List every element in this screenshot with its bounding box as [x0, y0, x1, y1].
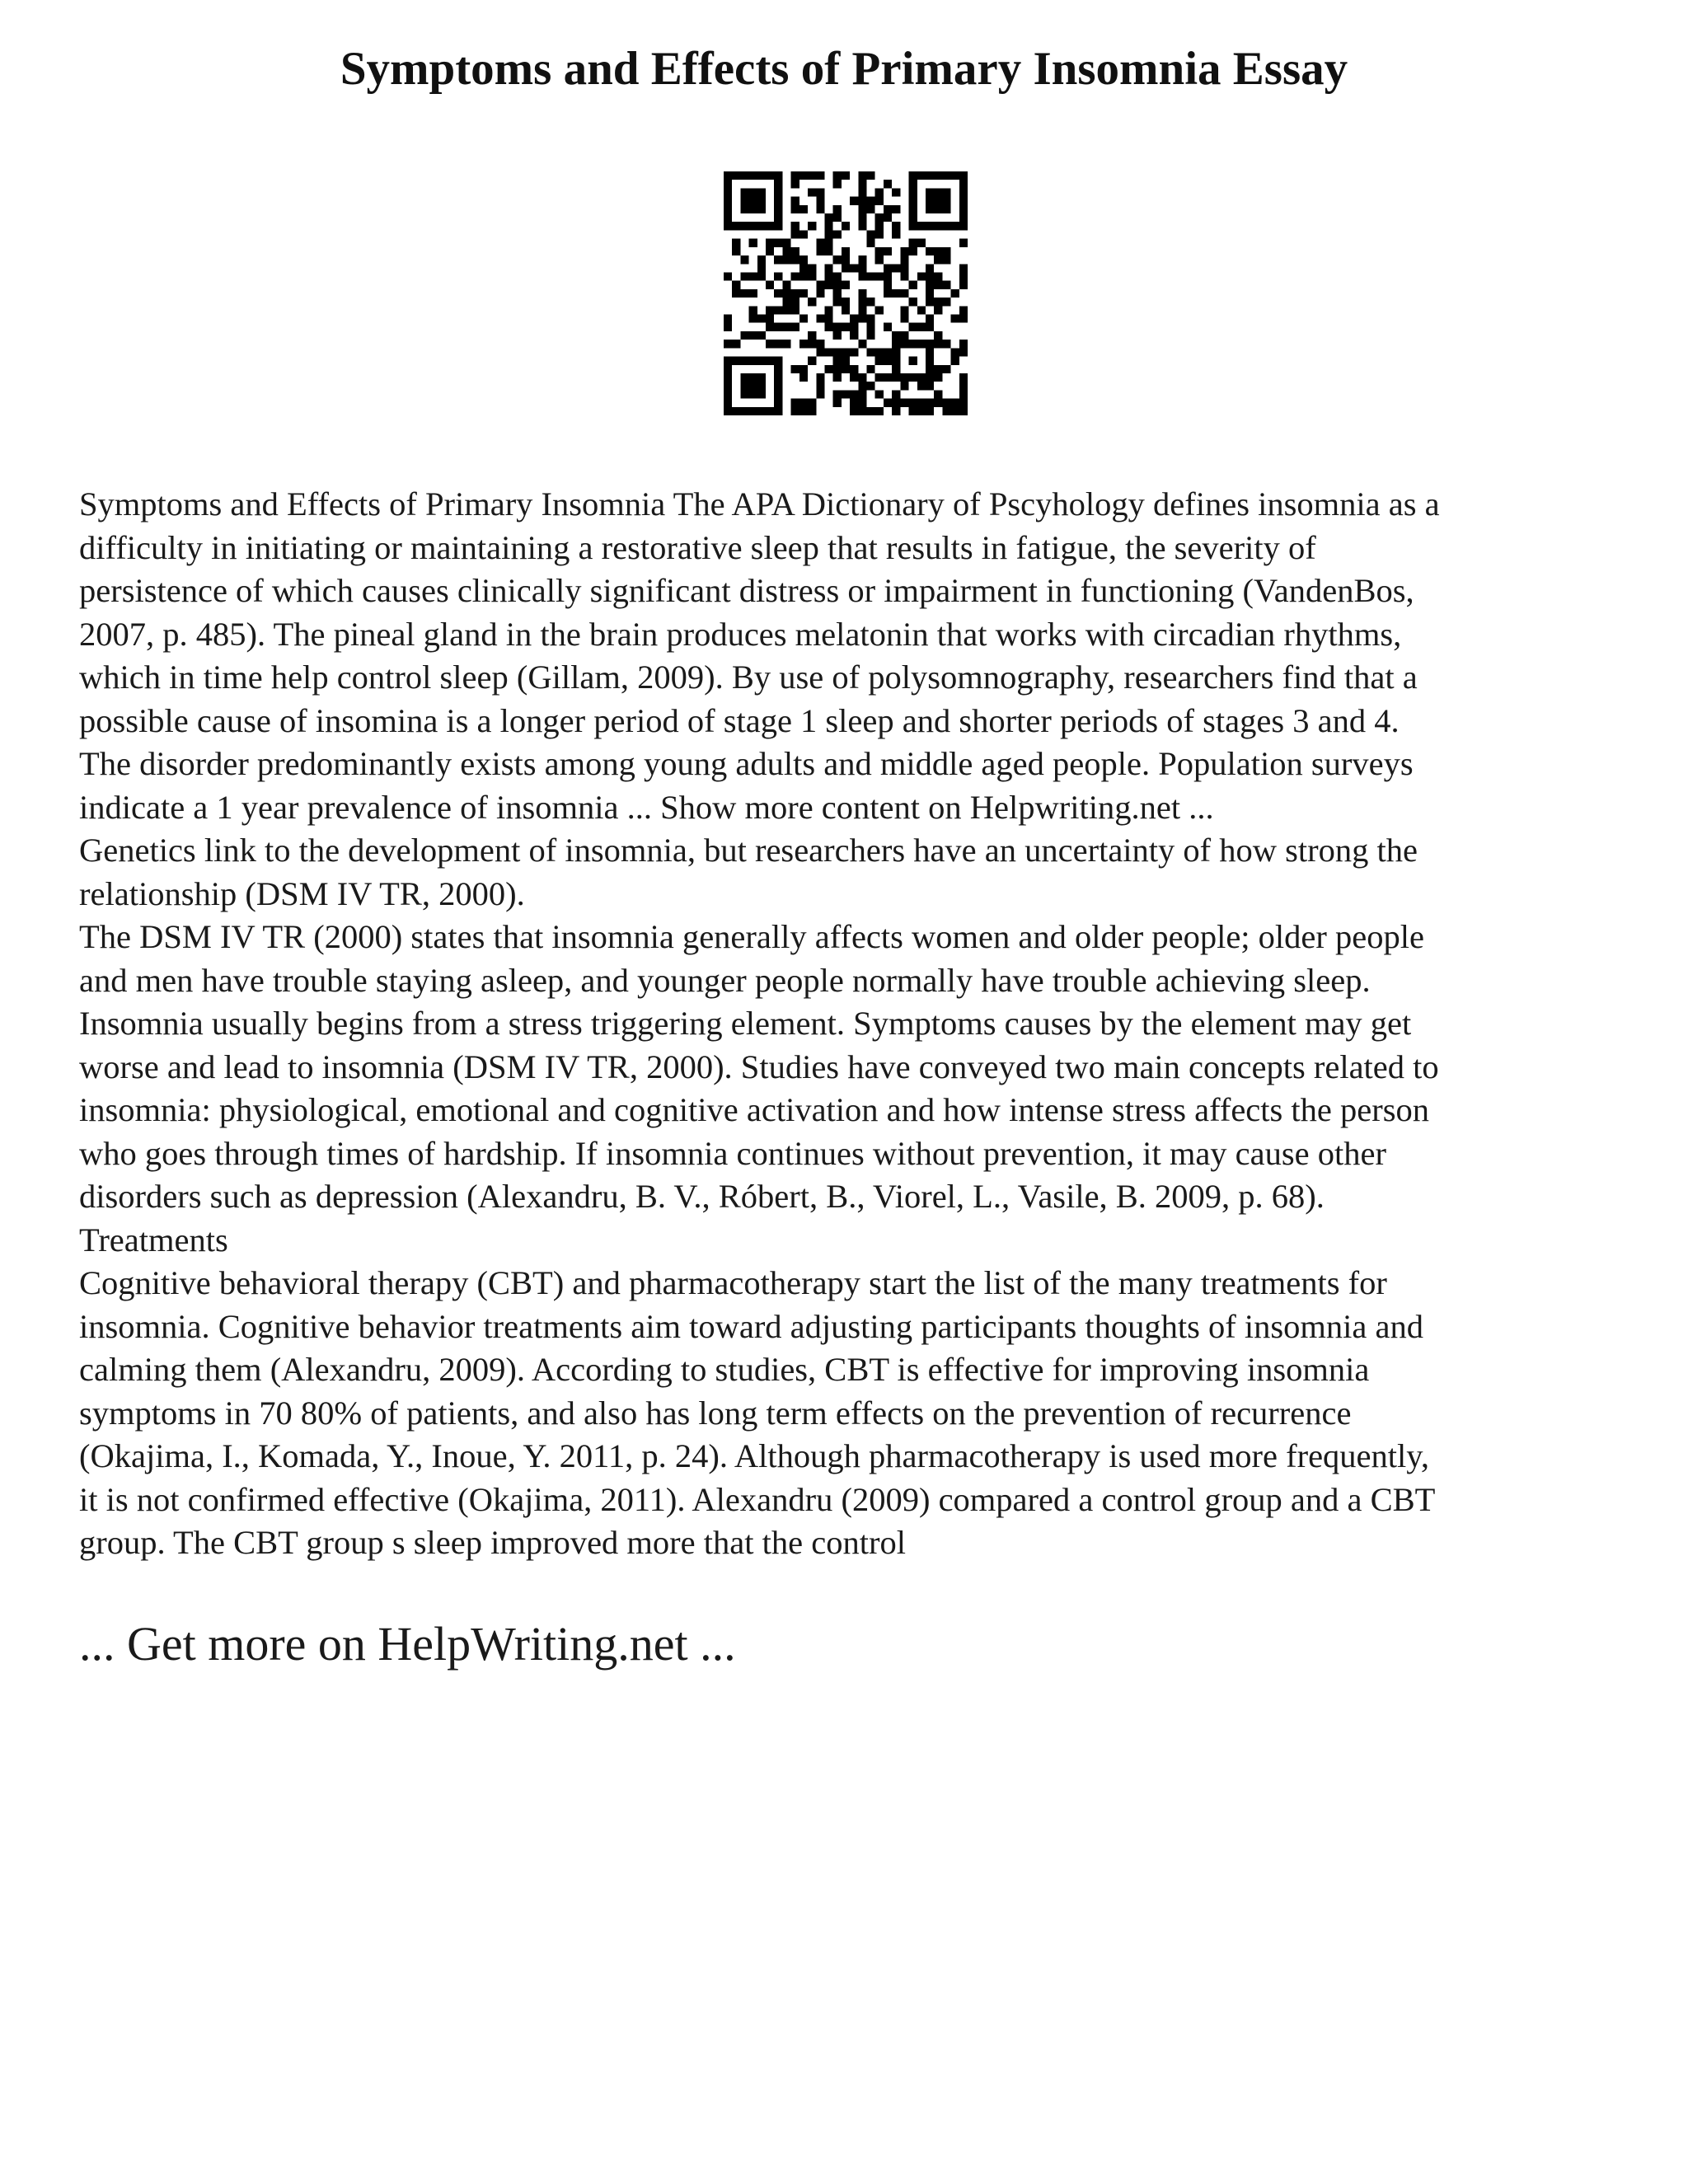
paragraph-treatments: Cognitive behavioral therapy (CBT) and pharmacotherapy start the list of the many treatments for insomnia. Cognitive behavior treatments aim toward adjusting participants thoughts of insomnia and calming them (Alexandru, 2009). According to studies, CBT is effective for improving insomnia symptoms in 70 80% of patients, and also has long term effects on the prevention of recurrence (Okajima, I., Komada, Y., Inoue, Y. 2011, p. 24). Although pharmacotherapy is used more frequently, it is not confirmed effective (Okajima, 2011). Alexandru (2009) compared a control group and a CBT group. The CBT group s sleep improved more that the control [79, 1264, 1436, 1561]
paragraph-dsm: The DSM IV TR (2000) states that insomnia generally affects women and older people; older people and men have trouble staying asleep, and younger people normally have trouble achieving sleep. Insomnia usually begins from a stress triggering element. Symptoms causes by the element may get worse and lead to insomnia (DSM IV TR, 2000). Studies have conveyed two main concepts related to insomnia: physiological, emotional and cognitive activation and how intense stress affects the person who goes through times of hardship. If insomnia continues without prevention, it may cause other disorders such as depression (Alexandru, B. V., Róbert, B., Viorel, L., Vasile, B. 2009, p. 68). [79, 918, 1439, 1215]
page-title: Symptoms and Effects of Primary Insomnia Essay [340, 43, 1348, 95]
qr-code-icon[interactable] [724, 171, 968, 415]
section-heading-treatments: Treatments [79, 1221, 228, 1258]
paragraph-genetics: Genetics link to the development of insomnia, but researchers have an uncertainty of how strong the relationship (DSM IV TR, 2000). [79, 832, 1418, 912]
qr-code-modules [724, 171, 968, 415]
paragraph-intro: Symptoms and Effects of Primary Insomnia The APA Dictionary of Pscyhology defines insomnia as a difficulty in initiating or maintaining a restorative sleep that results in fatigue, the severity of persistence of which causes clinically significant distress or impairment in functioning (VandenBos, 2007, p. 485). The pineal gland in the brain produces melatonin that works with circadian rhythms, which in time help control sleep (Gillam, 2009). By use of polysomnography, researchers find that a possible cause of insomina is a longer period of stage 1 sleep and shorter periods of stages 3 and 4. The disorder predominantly exists among young adults and middle aged people. Population surveys indicate a 1 year prevalence of insomnia ... Show more content on Helpwriting.net ... [79, 485, 1440, 826]
essay-body [79, 483, 1629, 1565]
get-more-link[interactable]: ... Get more on HelpWriting.net ... [79, 1617, 736, 1671]
